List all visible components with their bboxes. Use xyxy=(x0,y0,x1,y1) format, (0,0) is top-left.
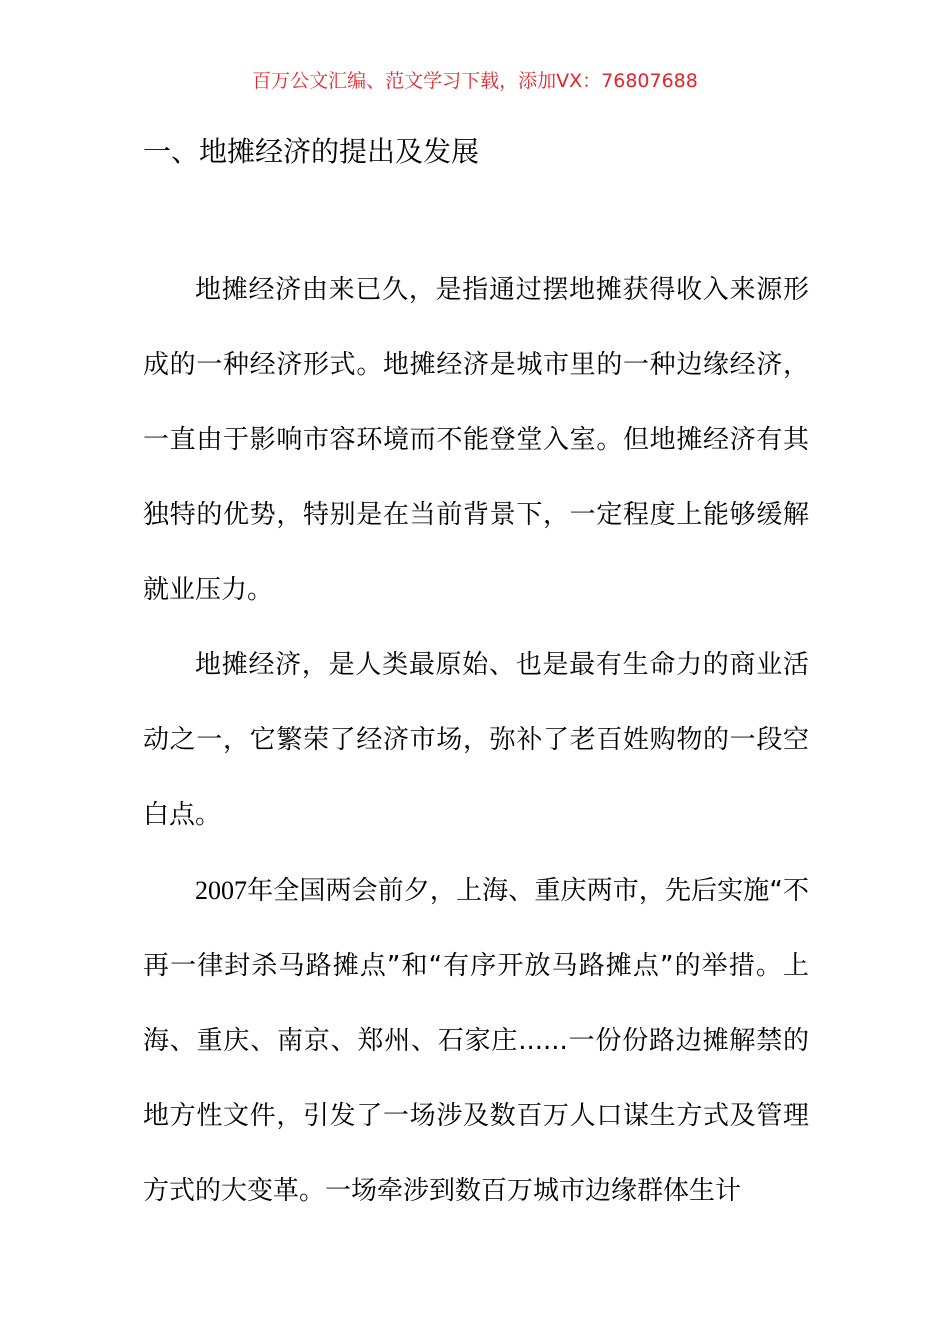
watermark-header: 百万公文汇编、范文学习下载，添加VX：76807688 xyxy=(252,70,698,92)
paragraph-origin: 地摊经济由来已久，是指通过摆地摊获得收入来源形成的一种经济形式。地摊经济是城市里的一种边缘经济，一直由于影响市容环境而不能登堂入室。但地摊经济有其独特的优势，特别是在当前背景下，一定程度上能够缓解就业压力。 xyxy=(143,275,809,605)
body-text xyxy=(143,253,809,1229)
paragraph-commerce: 地摊经济，是人类最原始、也是最有生命力的商业活动之一，它繁荣了经济市场，弥补了老百姓购物的一段空白点。 xyxy=(143,650,809,830)
year-number: 2007 xyxy=(195,876,247,905)
paragraph-history-text: 年全国两会前夕，上海、重庆两市，先后实施“不再一律封杀马路摊点”和“有序开放马路摊点”的举措。上海、重庆、南京、郑州、石家庄......一份份路边摊解禁的地方性文件，引发了一场涉及数百万人口谋生方式及管理方式的大变革。一场牵涉到数百万城市边缘群体生计 xyxy=(143,876,809,1206)
section-heading: 一、地摊经济的提出及发展 xyxy=(143,135,480,168)
paragraph-history xyxy=(143,853,809,1229)
